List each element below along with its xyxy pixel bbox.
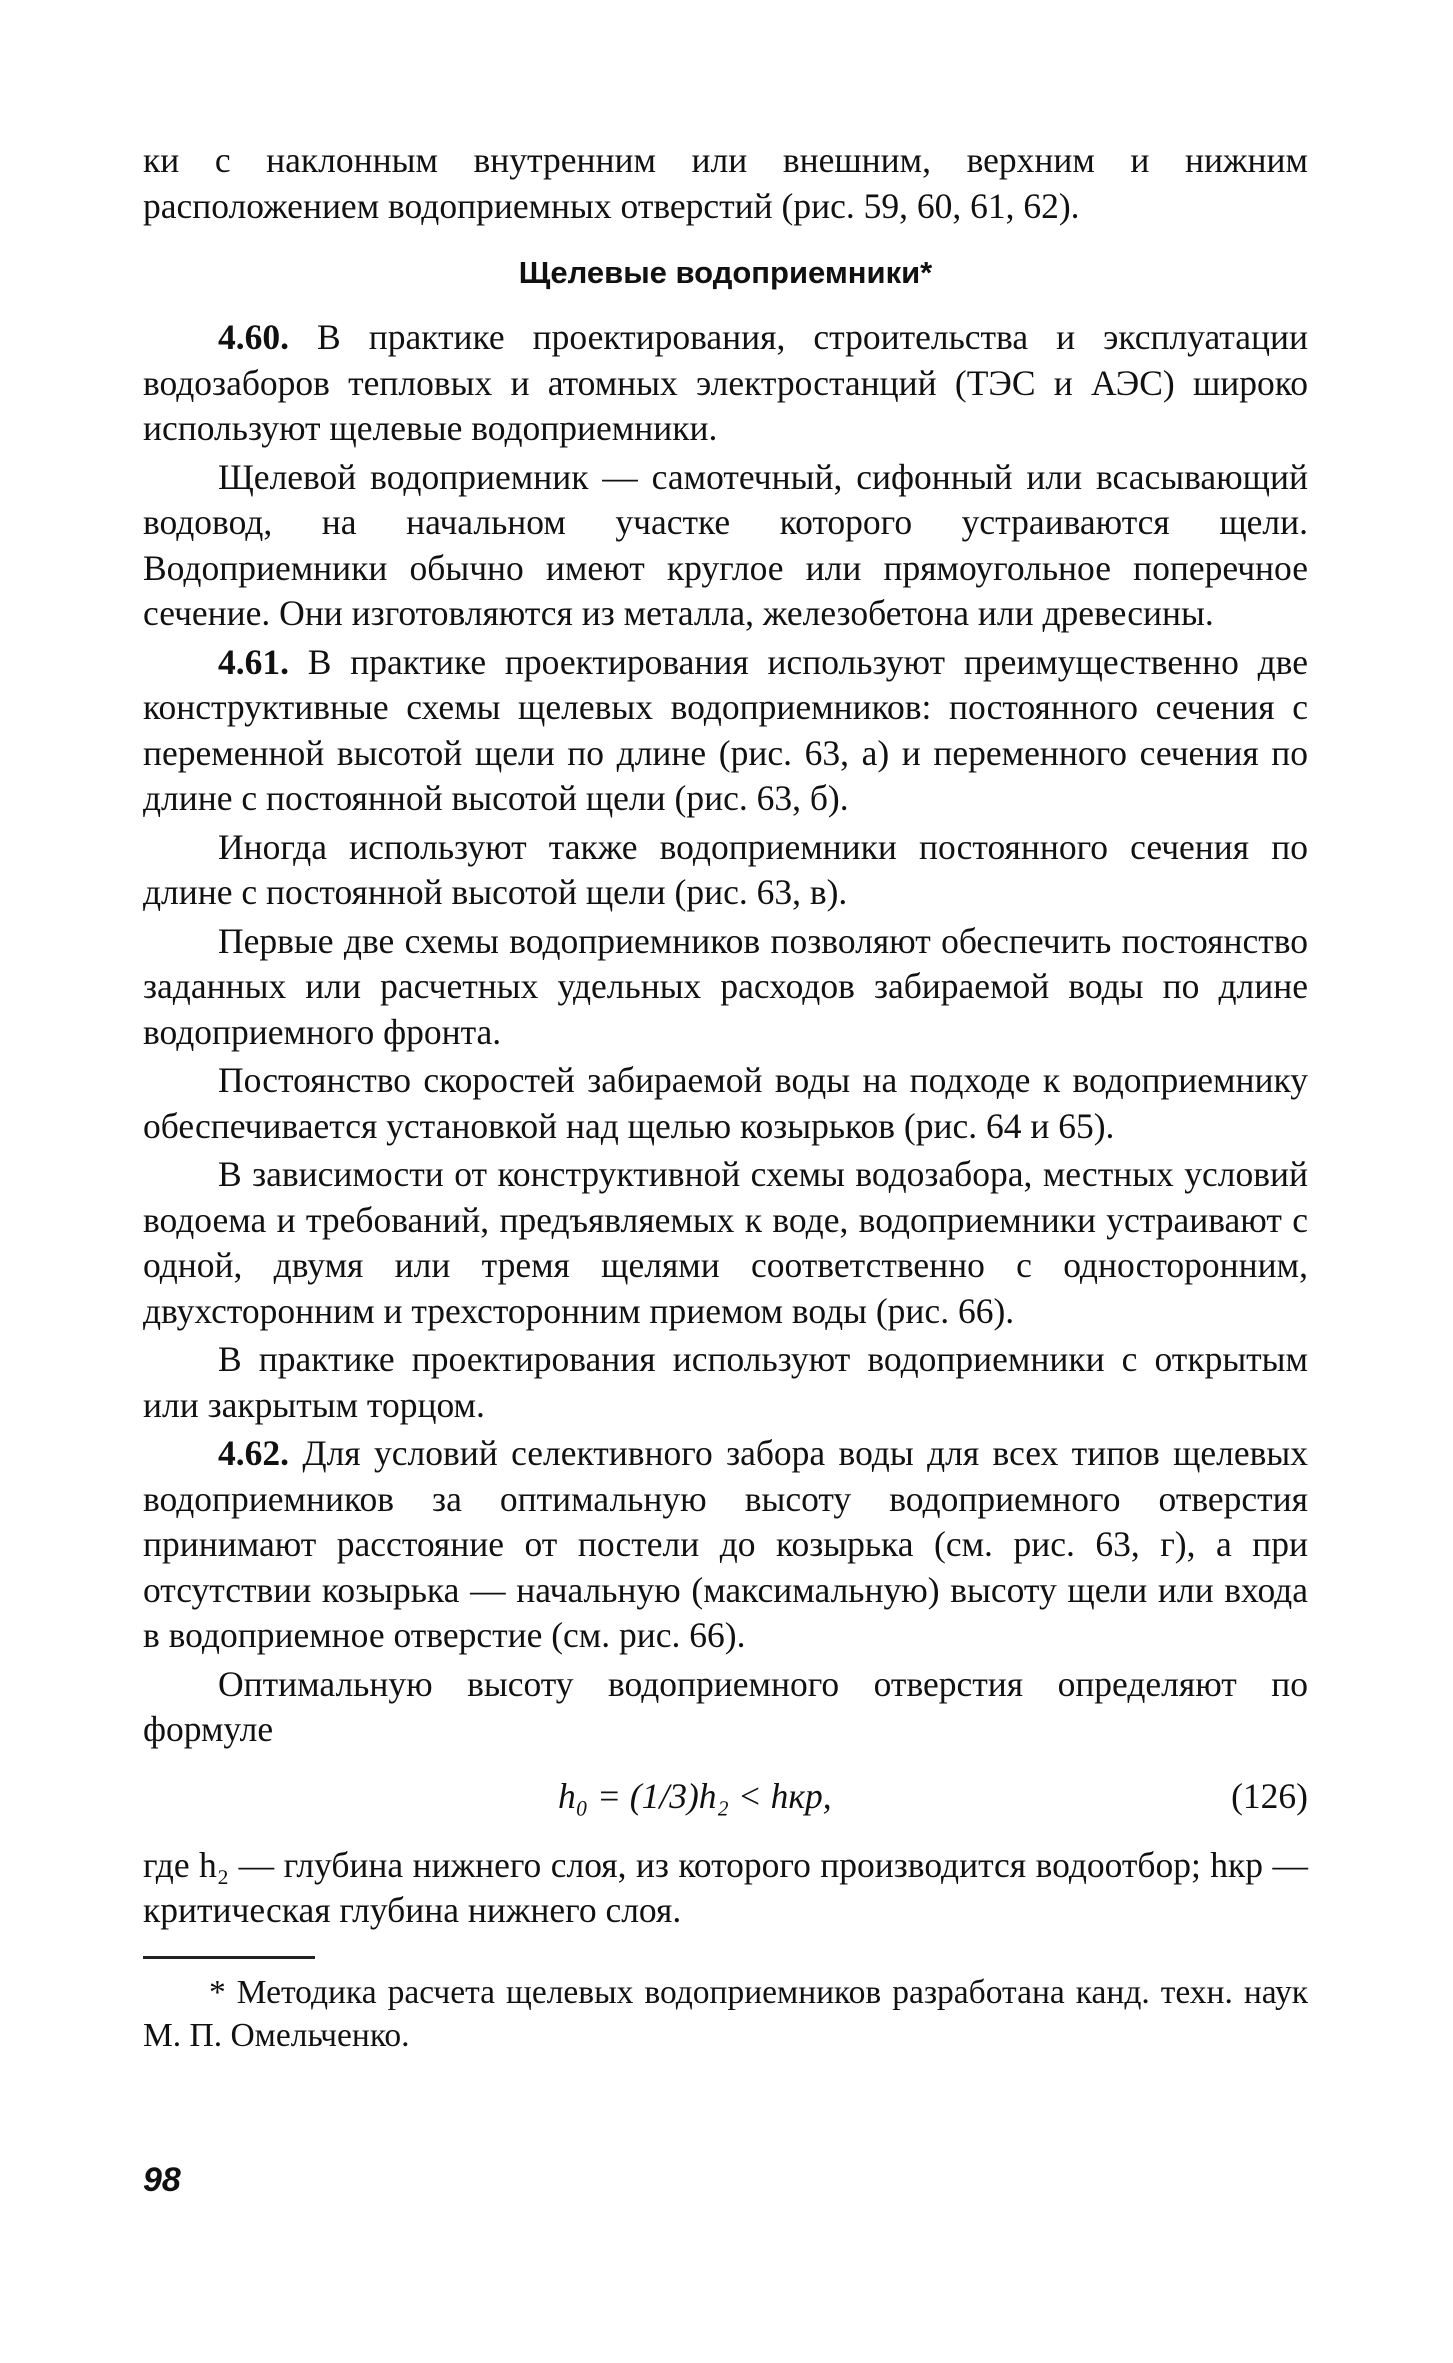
paragraph-4-61 xyxy=(143,640,1308,822)
formula: h₀ = (1/3)h₂ < hкр, xyxy=(558,1775,832,1816)
paragraph-4-62 xyxy=(143,1431,1308,1659)
paragraph: Первые две схемы водоприемников позволяют обеспечить постоянство заданных или расчетных удельных расходов забираемой воды по длине водоприемного фронта. xyxy=(143,920,1308,1052)
paragraph-number: 4.62. xyxy=(218,1433,289,1473)
paragraph: В зависимости от конструктивной схемы водозабора, местных условий водоема и требований, предъявляемых к воде, водоприемники устраивают с одной, двумя или тремя щелями соответственно с односторонним, двухсторонним и трехсторонним приемом воды (рис. 66). xyxy=(143,1154,1308,1331)
section-heading: Щелевые водоприемники* xyxy=(518,255,933,290)
paragraph: Оптимальную высоту водоприемного отверстия определяют по формуле xyxy=(143,1663,1308,1749)
paragraph: Иногда используют также водоприемники постоянного сечения по длине с постоянной высотой щели (рис. 63, в). xyxy=(143,826,1308,912)
paragraph-number: 4.61. xyxy=(218,641,289,682)
page-number: 98 xyxy=(143,2161,181,2199)
paragraph-number: 4.60. xyxy=(218,317,289,357)
paragraph-text: В практике проектирования, строительства и эксплуатации водозаборов тепловых и атомных электростанций (ТЭС и АЭС) широко используют щелевые водоприемники. xyxy=(143,317,1308,448)
footnote: * Методика расчета щелевых водоприемников разработана канд. техн. наук М. П. Омельченко. xyxy=(143,1973,1308,2054)
paragraph: Постоянство скоростей забираемой воды на подходе к водоприемнику обеспечивается установкой над щелью козырьков (рис. 64 и 65). xyxy=(143,1060,1308,1146)
formula-explanation: где h₂ — глубина нижнего слоя, из которого производится водоотбор; hкр — критическая глубина нижнего слоя. xyxy=(143,1844,1308,1930)
formula-row xyxy=(143,1763,1308,1837)
footnote-divider xyxy=(143,1956,315,1959)
formula-number: (126) xyxy=(1231,1775,1308,1816)
paragraph: Щелевой водоприемник — самотечный, сифонный или всасывающий водовод, на начальном участке которого устраиваются щели. Водоприемники обычно имеют круглое или прямоугольное поперечное сечение. Они изготовляются из металла, железобетона или древесины. xyxy=(143,456,1308,633)
paragraph-4-60 xyxy=(143,315,1308,452)
paragraph-text: В практике проектирования используют преимущественно две конструктивные схемы щелевых водоприемников: постоянного сечения с переменной высотой щели по длине (рис. 63, а) и переменного сечения по длине с постоянной высотой щели (рис. 63, б). xyxy=(143,641,1308,818)
intro-paragraph: ки с наклонным внутренним или внешним, верхним и нижним расположением водоприемных отверстий (рис. 59, 60, 61, 62). xyxy=(143,140,1308,226)
paragraph-text: Для условий селективного забора воды для всех типов щелевых водоприемников за оптимальную высоту водоприемного отверстия принимают расстояние от постели до козырька (см. рис. 63, г), а при отсутствии козырька — начальную (максимальную) высоту щели или входа в водоприемное отверстие (см. рис. 66). xyxy=(143,1433,1308,1655)
paragraph: В практике проектирования используют водоприемники с открытым или закрытым торцом. xyxy=(143,1339,1308,1425)
page-content xyxy=(143,138,1308,2057)
